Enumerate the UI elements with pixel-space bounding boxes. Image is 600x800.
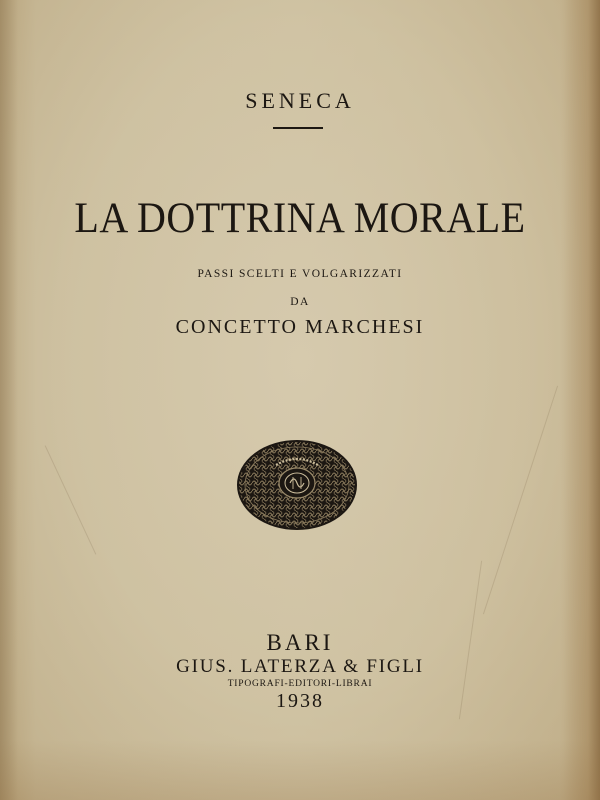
translator-name: CONCETTO MARCHESI xyxy=(175,316,425,338)
publisher-name: GIUS. LATERZA & FIGLI xyxy=(176,656,424,677)
publication-year: 1938 xyxy=(276,690,324,712)
page-shadow-bottom xyxy=(0,740,600,800)
book-subtitle: PASSI SCELTI E VOLGARIZZATI xyxy=(197,268,403,280)
by-line: DA xyxy=(290,296,310,308)
publisher-seal-icon xyxy=(236,439,358,531)
publisher-city: BARI xyxy=(266,630,334,655)
book-title: LA DOTTRINA MORALE xyxy=(74,193,526,242)
author-name: SENECA xyxy=(245,88,355,113)
paper-crease xyxy=(45,445,97,554)
publisher-trade: TIPOGRAFI-EDITORI-LIBRAI xyxy=(227,679,373,689)
title-rule xyxy=(273,127,323,129)
paper-crease xyxy=(483,386,558,615)
